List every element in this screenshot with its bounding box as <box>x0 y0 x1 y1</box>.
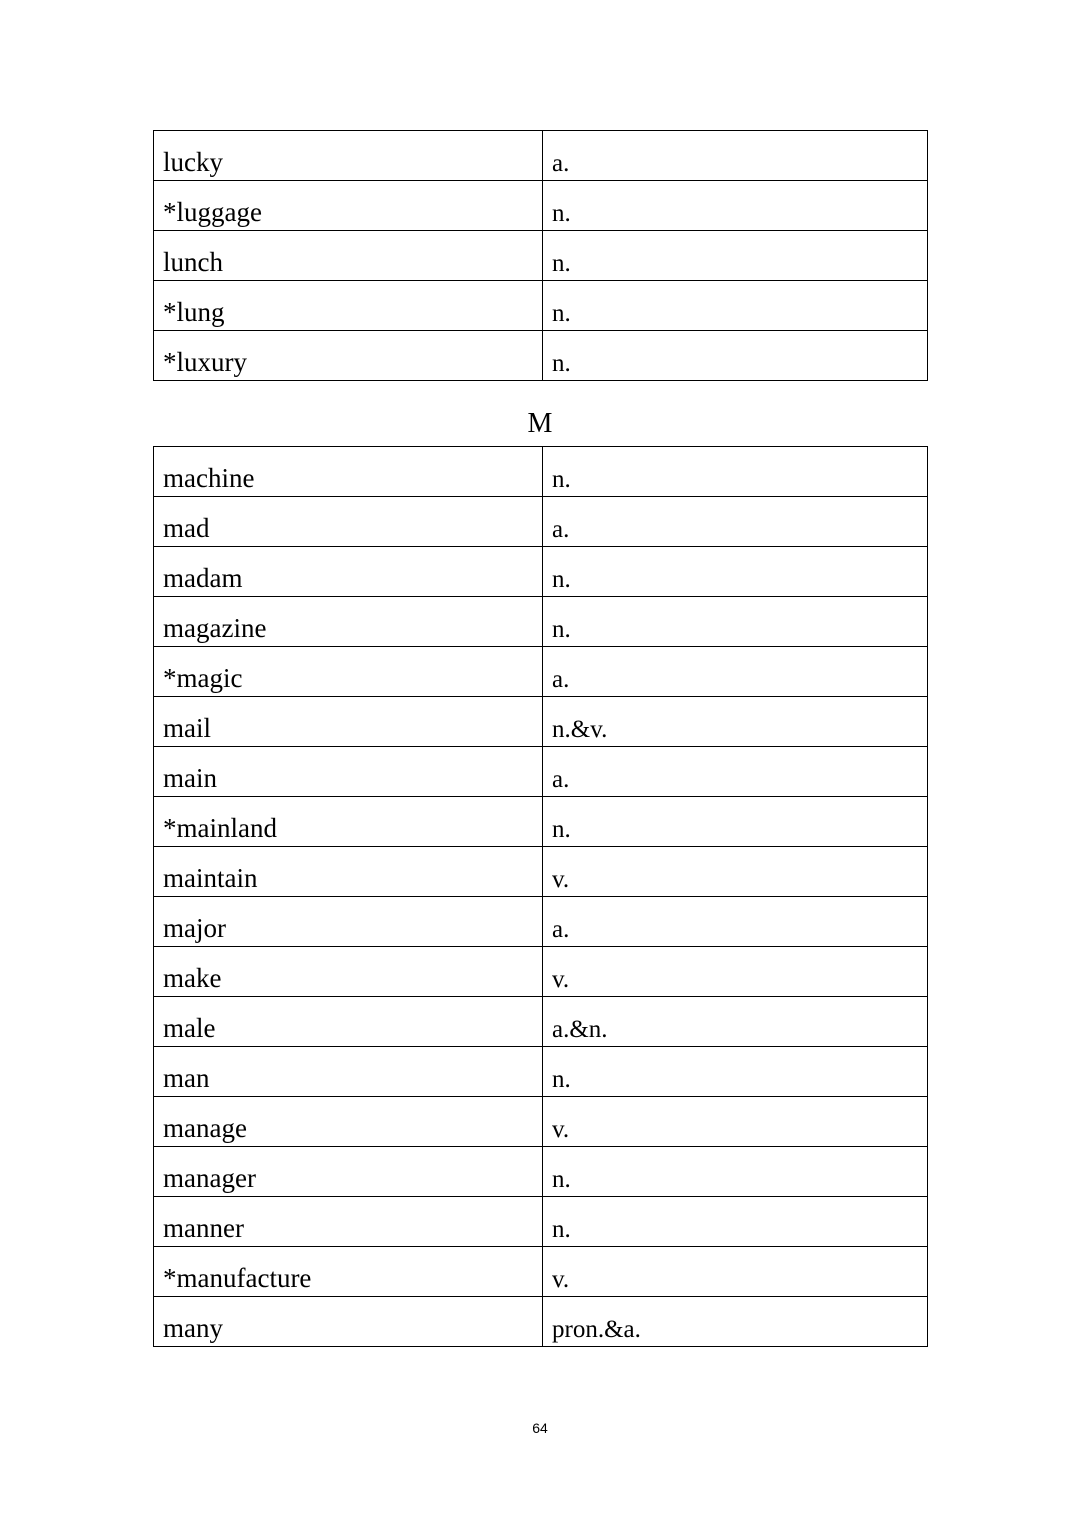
word-cell: mail <box>154 697 543 747</box>
word-cell: lunch <box>154 231 543 281</box>
word-cell: main <box>154 747 543 797</box>
table-row <box>154 747 928 797</box>
word-cell: manner <box>154 1197 543 1247</box>
table-row <box>154 1147 928 1197</box>
part-of-speech-cell: n. <box>543 181 928 231</box>
table-row <box>154 997 928 1047</box>
word-cell: *mainland <box>154 797 543 847</box>
table-row <box>154 181 928 231</box>
table-row <box>154 647 928 697</box>
word-cell: *magic <box>154 647 543 697</box>
table-row <box>154 1097 928 1147</box>
word-cell: *luggage <box>154 181 543 231</box>
word-cell: manage <box>154 1097 543 1147</box>
table-row <box>154 947 928 997</box>
part-of-speech-cell: n. <box>543 1047 928 1097</box>
word-cell: male <box>154 997 543 1047</box>
word-cell: maintain <box>154 847 543 897</box>
part-of-speech-cell: n. <box>543 547 928 597</box>
table-row <box>154 897 928 947</box>
part-of-speech-cell: n. <box>543 447 928 497</box>
word-cell: many <box>154 1297 543 1347</box>
word-cell: *lung <box>154 281 543 331</box>
table-row <box>154 1247 928 1297</box>
section-heading-m: M <box>527 408 553 439</box>
table-row <box>154 231 928 281</box>
table-row <box>154 1297 928 1347</box>
part-of-speech-cell: a. <box>543 647 928 697</box>
table-row <box>154 847 928 897</box>
part-of-speech-cell: a.&n. <box>543 997 928 1047</box>
table-row <box>154 1197 928 1247</box>
part-of-speech-cell: v. <box>543 847 928 897</box>
part-of-speech-cell: a. <box>543 131 928 181</box>
part-of-speech-cell: n. <box>543 1197 928 1247</box>
part-of-speech-cell: n. <box>543 1147 928 1197</box>
table-row <box>154 281 928 331</box>
part-of-speech-cell: n. <box>543 597 928 647</box>
table-row <box>154 597 928 647</box>
word-cell: lucky <box>154 131 543 181</box>
table-row <box>154 331 928 381</box>
part-of-speech-cell: v. <box>543 1097 928 1147</box>
word-cell: manager <box>154 1147 543 1197</box>
word-cell: *manufacture <box>154 1247 543 1297</box>
word-cell: major <box>154 897 543 947</box>
word-cell: madam <box>154 547 543 597</box>
word-cell: mad <box>154 497 543 547</box>
part-of-speech-cell: n. <box>543 281 928 331</box>
table-row <box>154 497 928 547</box>
word-cell: machine <box>154 447 543 497</box>
part-of-speech-cell: n. <box>543 797 928 847</box>
word-cell: magazine <box>154 597 543 647</box>
table-row <box>154 131 928 181</box>
table-row <box>154 1047 928 1097</box>
page-number: 64 <box>532 1420 548 1436</box>
word-cell: make <box>154 947 543 997</box>
part-of-speech-cell: n.&v. <box>543 697 928 747</box>
part-of-speech-cell: a. <box>543 897 928 947</box>
word-cell: *luxury <box>154 331 543 381</box>
part-of-speech-cell: v. <box>543 1247 928 1297</box>
table-row <box>154 447 928 497</box>
part-of-speech-cell: a. <box>543 747 928 797</box>
vocab-table-l <box>153 130 928 381</box>
part-of-speech-cell: a. <box>543 497 928 547</box>
vocab-table-m <box>153 446 928 1347</box>
word-cell: man <box>154 1047 543 1097</box>
table-row <box>154 547 928 597</box>
part-of-speech-cell: n. <box>543 231 928 281</box>
part-of-speech-cell: n. <box>543 331 928 381</box>
table-row <box>154 697 928 747</box>
part-of-speech-cell: v. <box>543 947 928 997</box>
table-row <box>154 797 928 847</box>
part-of-speech-cell: pron.&a. <box>543 1297 928 1347</box>
